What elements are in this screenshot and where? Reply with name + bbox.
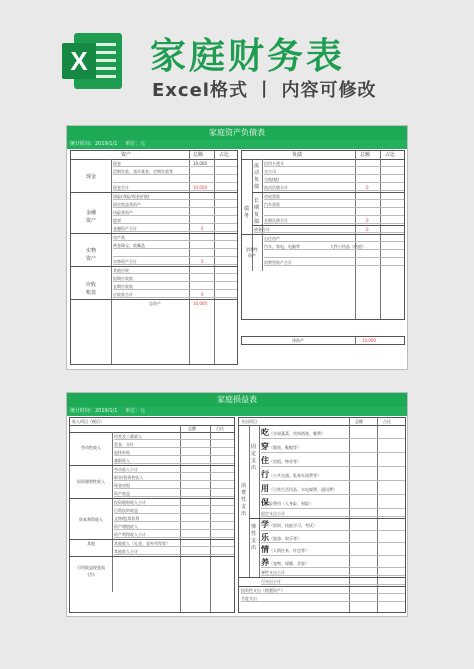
balance-date: 统计时间：2019/1/1 [70,141,118,147]
capital-income-row: 文物/股票获利 [114,515,234,522]
financial-row: 固定收益类资产 [113,201,237,208]
income-header: 收入项目（税后） [72,419,104,424]
balance-unit: 单位：元 [125,141,146,147]
flex-expense-char: 学 [261,520,269,529]
fixed-expense-char: 住 [261,456,269,465]
financial-row: 股票 [113,217,237,224]
physical-row: 房产类 [113,234,237,241]
available-cashflow-label: 可用收益现金流 (月) [77,565,105,577]
excel-icon [62,33,122,89]
fixed-expense-char: 保 [261,498,269,507]
balance-sheet-preview [66,125,408,370]
debt-total: 0 [366,227,369,232]
consumer-asset-row: 自住房产 [264,235,404,242]
balance-meta [67,140,407,149]
flex-expense-desc: （旅游、娱乐等） [269,535,301,541]
receivable-total: 0 [201,292,204,297]
invest-income-row: 现金房租 [114,482,234,489]
short-liab-category: 流 动 负 债 [253,163,259,190]
consumption-subtotal: 可支出小计 [261,578,405,585]
flex-expense-subtotal: 弹性支出小计 [261,569,405,576]
other-income-row: 其他收入（礼金、意外所得等） [114,540,234,547]
assets-table [70,150,238,365]
monthly-expense-row: 月度支出 [241,595,405,602]
liab-amount-header: 总额 [360,152,371,158]
long-liab-row [264,209,404,216]
flex-expense-row [261,532,405,544]
fixed-expense-char: 用 [261,484,269,493]
fixed-expense-desc: （服装、鞋帽等） [269,445,301,450]
flex-expense-char: 乐 [261,532,269,542]
fixed-expense-char: 吃 [261,428,269,437]
invest-income-category: 投资理财性收入 [77,479,105,484]
assets-ratio-header: 占比 [219,152,230,158]
receivable-row: 长期应收款 [113,283,237,290]
net-assets-box [241,336,405,345]
cash-total: 10,000 [193,185,207,190]
flex-expense-char: 养 [261,557,269,567]
flex-expense-desc: （宠物、保健、美容） [269,560,309,566]
short-liab-total-row: 流动负债合计 0 [264,184,404,191]
flex-expense-row [261,557,405,569]
flex-expense-desc: （培训、技能学习、考试） [269,523,317,528]
receivable-total-row: 应收款合计 0 [113,291,237,298]
financial-total-row: 金融资产合计 0 [113,225,237,232]
income-ratio-header: 占比 [216,426,224,431]
receivable-row: 短期应收款 [113,275,237,282]
consumer-asset-total-row: 消费型资产合计 [264,259,404,266]
income-amount-header: 总额 [188,426,196,431]
fixed-expense-char: 穿 [261,442,269,451]
long-liab-total-row: 长期负债合计 0 [264,217,404,224]
invest-income-row: 资产收益 [114,490,234,497]
fixed-expense-desc: （日常生活用品、水电煤费、通讯费） [269,487,337,492]
cash-category: 现金 [85,174,96,180]
assets-header: 资产 [121,152,132,158]
labor-income-row: 经营及工薪收入 [114,433,234,440]
fixed-expense-desc: （公共交通、私家车油费等） [269,473,321,478]
receivable-row: 其他应收 [113,267,237,274]
expense-header: 支出项目 [241,419,257,424]
expense-amount-header: 总额 [355,419,363,424]
cash-row [113,176,237,183]
expense-table [238,417,406,613]
total-assets-value: 10,000 [193,301,207,306]
invest-income-row: 职业/投资性收入 [114,474,234,481]
physical-category: 实物 资产 [85,248,96,262]
physical-total: 0 [201,259,204,264]
labor-income-row: 奖金、分红 [114,441,234,448]
short-liab-row: 欠他(她) [264,176,404,183]
physical-row [113,250,237,257]
fixed-expense-row [261,440,405,453]
fixed-expense-char: 行 [261,470,269,479]
invest-income-row: 劳动收入小计 [114,466,234,473]
investment-expense-row: 投资性支出（购置资产） [241,587,405,594]
consumer-asset-row: 汽车、家电、电脑等 大件日用品（估值） [264,243,404,250]
consumption-expense-category: 消 费 性 支 出 [240,483,246,517]
labor-income-row: 兼职收入 [114,457,234,464]
page-header [0,0,474,110]
other-income-category: 其他 [87,541,95,546]
fixed-expense-subtotal: 固定支出小计 [261,510,405,517]
fixed-expense-row [261,468,405,481]
long-liab-row: 房屋贷款 [264,193,404,200]
cash-value: 10,000 [193,161,207,166]
flex-expense-row [261,544,405,556]
income-unit: 单位：元 [125,408,146,414]
flex-expense-category: 弹 性 支 出 [250,524,256,551]
capital-income-row: 日常投资收益 [114,507,234,514]
receivable-category: 应收 账款 [85,282,96,296]
labor-income-category: 劳动性收入 [81,445,101,450]
consumer-asset-category: 消费性 资产 [246,247,258,258]
financial-category: 金融 资产 [85,210,96,224]
flex-expense-desc: （人情往来、红包等） [269,548,309,553]
capital-income-row: 资产增值收入 [114,523,234,530]
fixed-expense-row [261,482,405,495]
short-liab-total: 0 [366,185,369,190]
physical-total-row: 实物资产合计 0 [113,258,237,265]
page-title: 家庭财务表 [150,36,346,77]
expense-ratio-header: 占比 [383,419,391,424]
fixed-expense-row [261,496,405,509]
capital-income-row: 资产利得收入小计 [114,531,234,538]
cash-row: 现金 10,000 [113,160,237,167]
income-sheet-title: 家庭损益表 [67,393,407,407]
fixed-expense-desc: （水果蔬菜、饮料酒类、餐费） [269,431,325,436]
fixed-expense-row [261,454,405,467]
financial-total: 0 [201,226,204,231]
income-table [69,417,235,613]
cash-total-row: 现金合计 10,000 [113,184,237,191]
liab-ratio-header: 占比 [385,152,396,158]
total-assets-row: 总资产 10,000 [149,301,207,306]
consumer-asset-row [264,251,404,258]
income-meta [67,407,407,416]
flex-expense-row [261,519,405,531]
fixed-expense-category: 固 定 支 出 [250,444,256,471]
long-liab-total: 0 [366,218,369,223]
balance-sheet-title: 家庭资产负债表 [67,126,407,140]
page-subtitle: Excel格式 丨 内容可修改 [152,80,377,101]
other-income-subtotal: 其他收入小计 [114,548,234,555]
labor-income-row: 退休补贴 [114,449,234,456]
physical-row: 黄金珠宝、收藏品 [113,242,237,249]
financial-row: 保险(寿险/现金价值) [113,193,237,200]
liabilities-table [241,150,405,320]
financial-row: 风险类资产 [113,209,237,216]
capital-income-row: 投资理财收入小计 [114,499,234,506]
net-assets-label: 净资产 [292,338,304,343]
fixed-expense-row [261,426,405,439]
income-date: 统计时间：2019/1/1 [70,408,118,414]
flex-expense-char: 情 [261,545,269,554]
cash-row: 活期存款、货币基金、定期存款等 [113,168,237,175]
long-liab-row: 汽车贷款 [264,201,404,208]
assets-amount-header: 总额 [193,152,204,158]
liabilities-header: 负债 [292,152,303,158]
short-liab-row: 信用卡透支 [264,160,404,167]
fixed-expense-desc: （房租、物业等） [269,459,301,464]
long-liab-category: 长 期 负 债 [253,198,259,225]
capital-income-category: 资本利得收入 [79,517,103,522]
fixed-expense-desc: 险费用（人身险、财险） [269,501,313,506]
net-assets-value: 10,000 [362,338,376,343]
short-liab-row: 欠公司 [264,168,404,175]
debt-total-row: 债务合计 0 [254,226,404,233]
excel-x-letter: X [62,43,96,79]
income-sheet-preview [66,392,408,617]
debt-category: 债务 [243,206,249,219]
